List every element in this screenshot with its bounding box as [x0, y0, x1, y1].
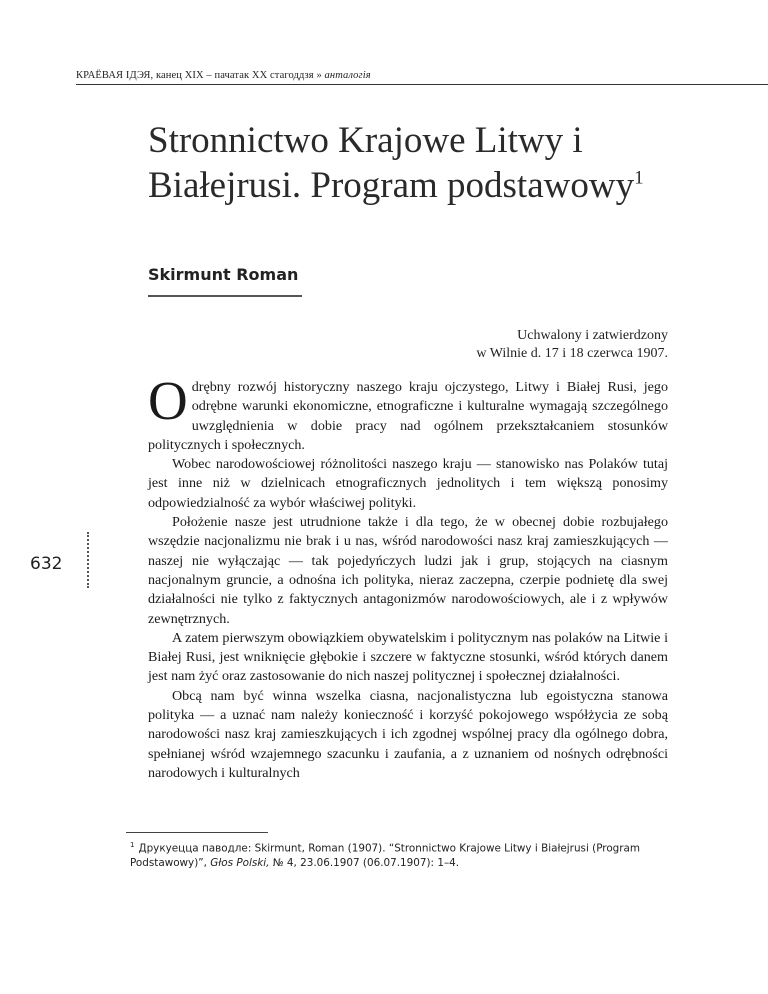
running-section: анталогія: [324, 70, 371, 81]
article-title-text: Stronnictwo Krajowe Litwy i Białejrusi. Program podstawowy: [148, 120, 635, 206]
epigraph-line-2: w Wilnie d. 17 i 18 czerwca 1907.: [476, 346, 668, 361]
paragraph-2: Wobec narodowościowej różnolitości naszego kraju — stanowisko nas Polaków tutaj jest inne niż w dzielnicach etnograficznych jednolitych i tem większą ponosimy odpowiedzialność za wybór właściwej polityki.: [148, 456, 668, 511]
epigraph: [368, 327, 668, 363]
author-rule: [148, 295, 302, 297]
footnote-text-before: Друкуецца паводле: Skirmunt, Roman (1907). “Stronnictwo Krajowe Litwy i Białejrusi (Program Podstawowy)”,: [130, 842, 641, 870]
footnote: [130, 838, 670, 871]
footnote-journal: Głos Polski,: [210, 857, 270, 870]
paragraph-3: Położenie nasze jest utrudnione także i dla tego, że w obecnej dobie rozbujałego wszędzie nacjonalizmu nie brak i u nas, wśród narodowości nasz kraj zamieszkujących — naszej nie wyłączając — tak pojedyńczych ludzi jak i grup, stojących na ciasnym nacjonalnym gruncie, a odnośna ich polityka, nieraz zaczepna, czerpie podnietę dla swej działalności nie tylko z faktycznych antagonizmów narodowościowych, ale i z wpływów zewnętrznych.: [148, 514, 668, 627]
drop-cap: O: [148, 370, 188, 431]
page-number: 632: [30, 554, 63, 574]
page-number-dotted-rule: [87, 532, 89, 588]
paragraph-1: [148, 370, 668, 455]
footnote-marker: 1: [130, 841, 135, 849]
header-rule: [76, 84, 768, 85]
epigraph-line-1: Uchwalony i zatwierdzony: [517, 328, 668, 343]
author-name: Skirmunt Roman: [148, 265, 299, 284]
article-title: [148, 118, 668, 208]
running-header: [76, 70, 371, 81]
article-body: [148, 370, 668, 783]
paragraph-5: Obcą nam być winna wszelka ciasna, nacjonalistyczna lub egoistyczna stanowa polityka — a uznać nam należy konieczność i korzyść pokojowego współżycia ze sobą narodowości nasz kraj zamieszkujących i ich zgodnej wspólnej pracy dla ogólnego dobra, spełnianej wśród wzajemnego szacunku i zaufania, a z uznaniem od nośnych odrębności narodowych i kulturalnych: [148, 687, 668, 781]
footnote-rule: [126, 832, 268, 833]
paragraph-4: A zatem pierwszym obowiązkiem obywatelskim i politycznym nas polaków na Litwie i Białej Rusi, jest wniknięcie głębokie i szczere w faktyczne stosunki, wśród których danem jest nam żyć oraz zastosowanie do nich naszej politycznej i społecznej działalności.: [148, 629, 668, 685]
footnote-text-after: № 4, 23.06.1907 (06.07.1907): 1–4.: [269, 857, 460, 870]
paragraph-1-text: drębny rozwój historyczny naszego kraju ojczystego, Litwy i Białej Rusi, jego odrębne warunki ekonomiczne, etnograficzne i kulturalne wymagają szczególnego uwzględnienia w dobie pracy nad ogólnem przekształcaniem stosunków politycznych i społecznych.: [148, 379, 668, 453]
title-footnote-ref[interactable]: 1: [634, 167, 644, 189]
running-title: КРАЁВАЯ ІДЭЯ, канец XIX – пачатак XX стагоддзя »: [76, 70, 325, 81]
